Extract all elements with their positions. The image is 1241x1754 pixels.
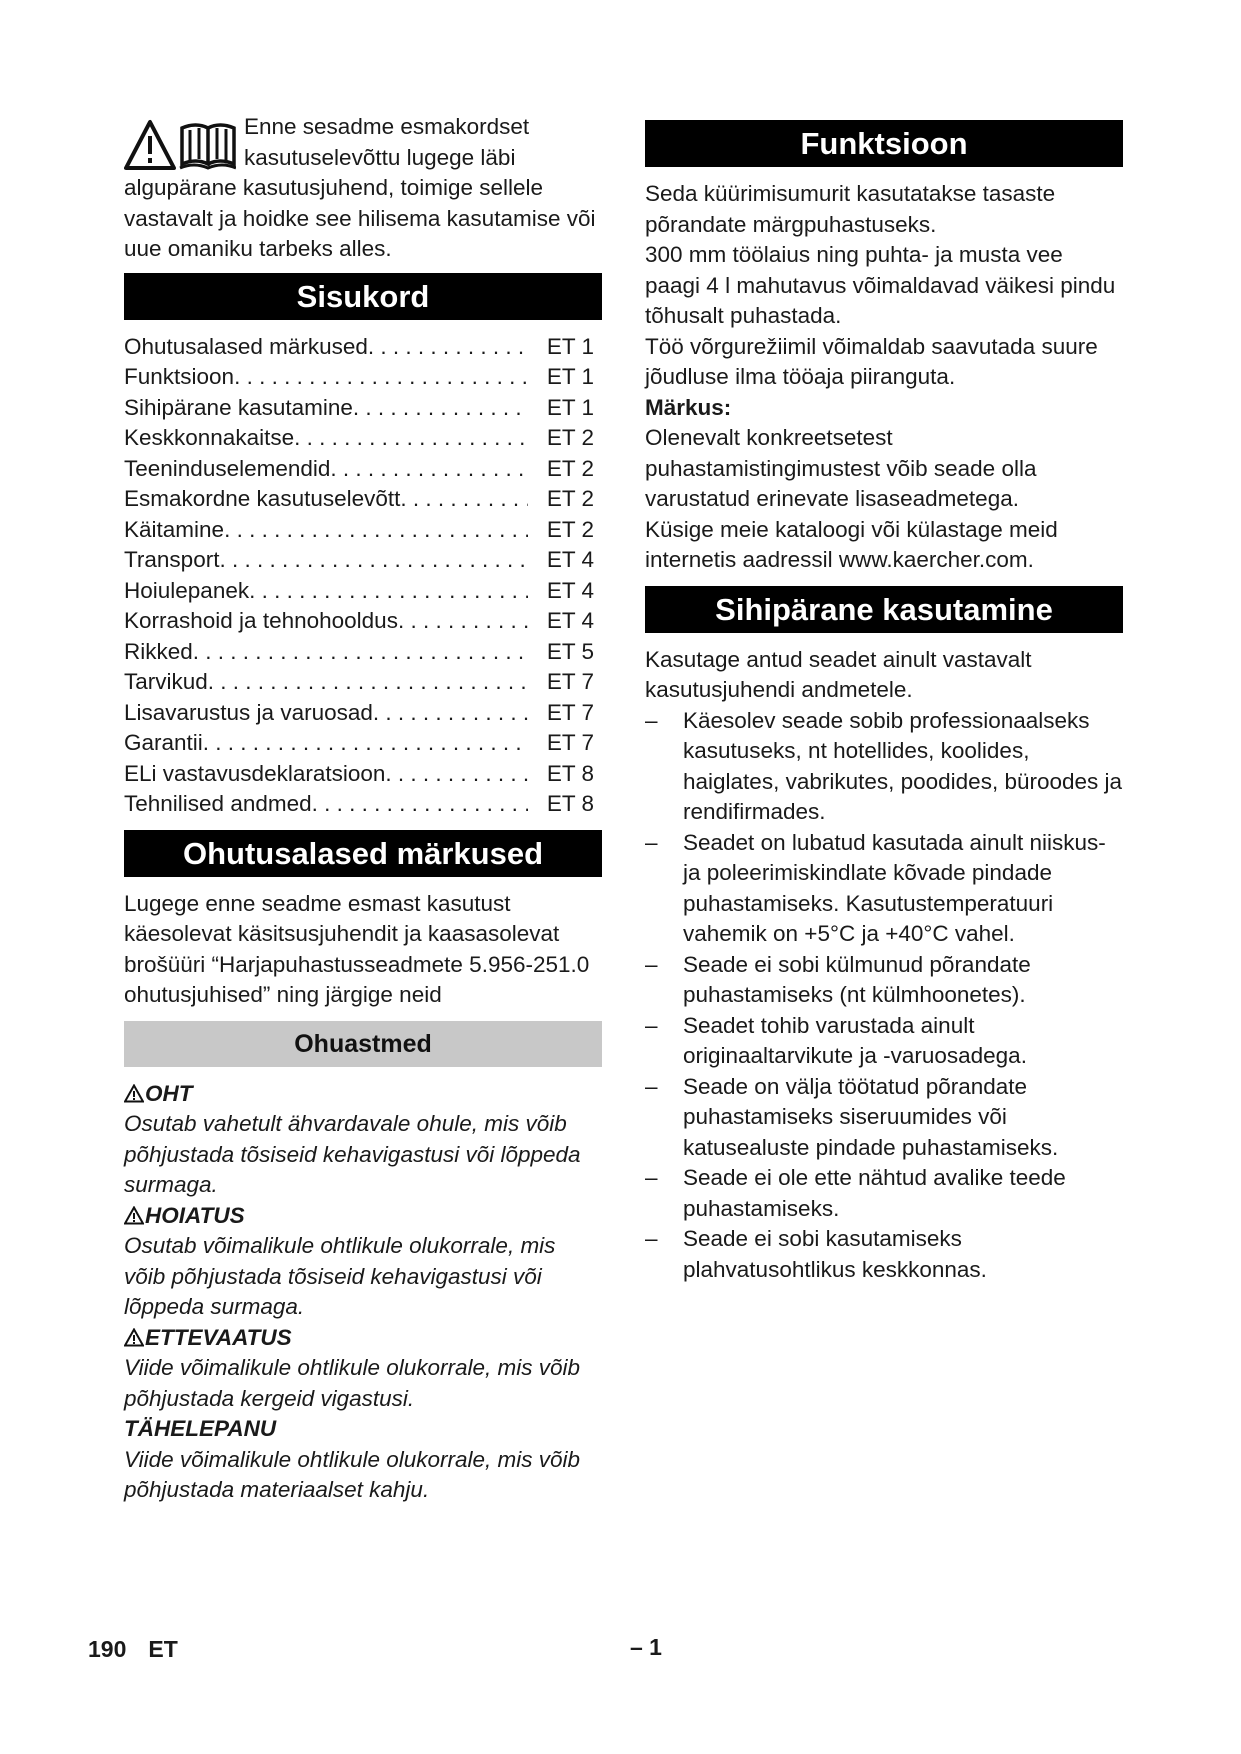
function-paragraph: Olenevalt konkreetsetest puhastamistingimustest võib seade olla varustatud erinevate lisaseadmetega. xyxy=(645,425,1037,511)
intended-use-heading: Sihipärane kasutamine xyxy=(645,586,1123,633)
toc-entry[interactable]: ELi vastavusdeklaratsioon . . . ET 8 xyxy=(124,759,602,790)
hazard-level-warning xyxy=(124,1201,602,1323)
section-page-number: – 1 xyxy=(630,1634,662,1660)
toc-entry[interactable]: Korrashoid ja tehnohooldus . . . ET 4 xyxy=(124,606,602,637)
footer-page-info xyxy=(88,1636,178,1663)
hazard-description: Viide võimalikule ohtlikule olukorrale, mis võib põhjustada kergeid vigastusi. xyxy=(124,1355,581,1411)
hazard-description: Viide võimalikule ohtlikule olukorrale, mis võib põhjustada materiaalset kahju. xyxy=(124,1446,581,1502)
hazard-level-caution xyxy=(124,1323,602,1415)
warning-triangle-icon xyxy=(124,1328,144,1347)
table-of-contents xyxy=(124,332,602,820)
function-paragraph: Töö võrgurežiimil võimaldab saavutada suure jõudluse ilma tööaja piiranguta. xyxy=(645,333,1098,389)
intended-use-list xyxy=(645,706,1123,1286)
safety-text: Lugege enne seadme esmast kasutust käesolevat käsitsusjuhendit ja kaasasolevat brošüüri “Harjapuhastusseadmete 5.956-251.0 ohutusjuhised” ning järgige neid xyxy=(124,890,590,1007)
list-item: – Seade ei sobi kasutamiseks plahvatusohtlikus keskkonnas. xyxy=(645,1224,1123,1285)
toc-entry[interactable]: Ohutusalased märkused . . . ET 1 xyxy=(124,332,602,363)
function-heading: Funktsioon xyxy=(645,120,1123,167)
hazard-levels-heading: Ohuastmed xyxy=(124,1021,602,1067)
warning-triangle-icon xyxy=(124,1206,144,1225)
safety-heading: Ohutusalased märkused xyxy=(124,830,602,877)
function-paragraph: Küsige meie kataloogi või külastage meid internetis aadressil www.kaercher.com. xyxy=(645,516,1058,572)
list-item: – Seade ei ole ette nähtud avalike teede puhastamiseks. xyxy=(645,1163,1123,1224)
toc-entry[interactable]: Hoiulepanek . . . ET 4 xyxy=(124,576,602,607)
list-item: – Seadet tohib varustada ainult originaaltarvikute ja -varuosadega. xyxy=(645,1011,1123,1072)
page-number: 190 xyxy=(88,1636,127,1662)
toc-entry[interactable]: Sihipärane kasutamine . . . ET 1 xyxy=(124,393,602,424)
toc-entry[interactable]: Käitamine . . . ET 2 xyxy=(124,515,602,546)
toc-entry[interactable]: Transport . . . ET 4 xyxy=(124,545,602,576)
hazard-label: TÄHELEPANU xyxy=(124,1416,277,1441)
toc-entry[interactable]: Keskkonnakaitse . . . ET 2 xyxy=(124,423,602,454)
hazard-label: HOIATUS xyxy=(145,1202,245,1228)
hazard-level-danger xyxy=(124,1079,602,1201)
toc-entry[interactable]: Tehnilised andmed . . . ET 8 xyxy=(124,789,602,820)
toc-entry[interactable]: Tarvikud . . . ET 7 xyxy=(124,667,602,698)
warning-triangle-icon xyxy=(124,1084,144,1103)
toc-entry[interactable]: Funktsioon . . . ET 1 xyxy=(124,362,602,393)
intro-text: Enne sesadme esmakordset kasutuselevõttu lugege läbi algupärane kasutusjuhend, toimige sellele vastavalt ja hoidke see hilisema kasutamise või uue omaniku tarbeks alles. xyxy=(124,114,596,261)
toc-entry[interactable]: Rikked . . . ET 5 xyxy=(124,637,602,668)
list-item: – Käesolev seade sobib professionaalseks kasutuseks, nt hotellides, koolides, haiglates, vabrikutes, poodides, büroodes ja rendifirmades. xyxy=(645,706,1123,828)
hazard-description: Osutab võimalikule ohtlikule olukorrale, mis võib põhjustada tõsiseid kehavigastusi või lõppeda surmaga. xyxy=(124,1233,556,1319)
toc-entry[interactable]: Garantii . . . ET 7 xyxy=(124,728,602,759)
hazard-label: ETTEVAATUS xyxy=(145,1324,292,1350)
toc-entry[interactable]: Esmakordne kasutuselevõtt . . . ET 2 xyxy=(124,484,602,515)
list-item: – Seade on välja töötatud põrandate puhastamiseks siseruumides või katusealuste pindade puhastamiseks. xyxy=(645,1072,1123,1164)
right-column xyxy=(645,112,1123,1285)
toc-entry[interactable]: Lisavarustus ja varuosad . . . ET 7 xyxy=(124,698,602,729)
intended-use-intro: Kasutage antud seadet ainult vastavalt kasutusjuhendi andmetele. xyxy=(645,646,1032,702)
warning-and-manual-icon xyxy=(124,116,236,172)
left-column xyxy=(124,112,602,1506)
function-paragraph: Seda küürimisumurit kasutatakse tasaste põrandate märgpuhastuseks. xyxy=(645,181,1056,237)
function-paragraph: 300 mm töölaius ning puhta- ja musta vee paagi 4 l mahutavus võimaldavad väikesi pindu tõhusalt puhastada. xyxy=(645,242,1116,328)
hazard-label: OHT xyxy=(145,1080,193,1106)
note-label: Märkus: xyxy=(645,394,732,420)
intro-block xyxy=(124,112,602,265)
hazard-level-notice xyxy=(124,1414,602,1506)
language-code: ET xyxy=(148,1636,178,1662)
list-item: – Seade ei sobi külmunud põrandate puhastamiseks (nt külmhoonetes). xyxy=(645,950,1123,1011)
hazard-description: Osutab vahetult ähvardavale ohule, mis võib põhjustada tõsiseid kehavigastusi või lõppeda surmaga. xyxy=(124,1111,581,1197)
toc-entry[interactable]: Teeninduselemendid . . . ET 2 xyxy=(124,454,602,485)
list-item: – Seadet on lubatud kasutada ainult niiskus- ja poleerimiskindlate kõvade pindade puhastamiseks. Kasutustemperatuuri vahemik on +5°C ja +40°C vahel. xyxy=(645,828,1123,950)
toc-heading: Sisukord xyxy=(124,273,602,320)
